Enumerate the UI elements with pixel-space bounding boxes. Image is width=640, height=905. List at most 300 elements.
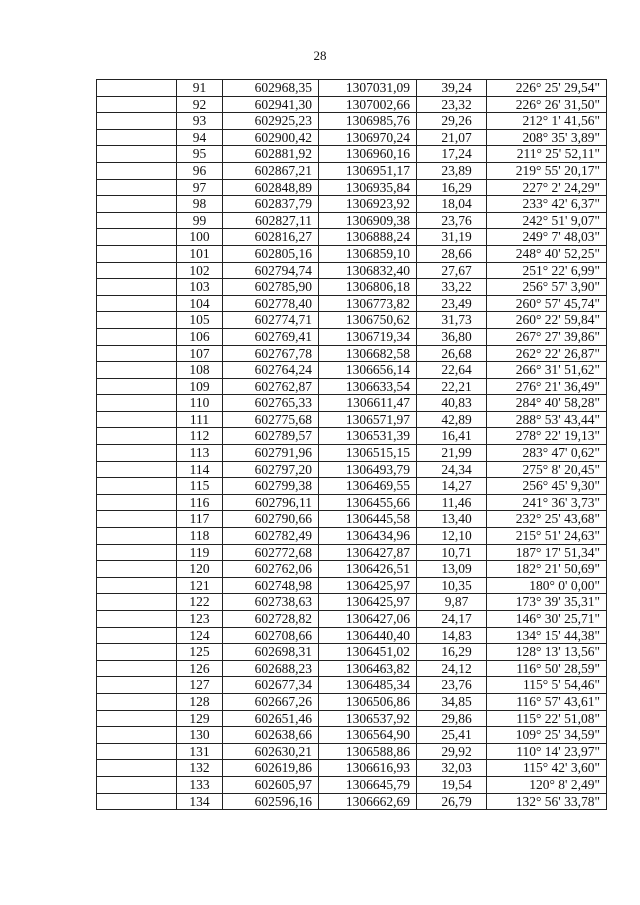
- distance-cell: 21,99: [417, 445, 487, 462]
- x-coordinate-cell: 602767,78: [223, 345, 319, 362]
- point-number-cell: 106: [177, 328, 223, 345]
- point-number-cell: 102: [177, 262, 223, 279]
- distance-cell: 29,26: [417, 113, 487, 130]
- blank-cell: [97, 378, 177, 395]
- table-row: [97, 461, 607, 478]
- blank-cell: [97, 229, 177, 246]
- distance-cell: 17,24: [417, 146, 487, 163]
- y-coordinate-cell: 1306773,82: [319, 295, 417, 312]
- table-row: [97, 577, 607, 594]
- point-number-cell: 126: [177, 660, 223, 677]
- blank-cell: [97, 80, 177, 97]
- distance-cell: 34,85: [417, 693, 487, 710]
- blank-cell: [97, 362, 177, 379]
- point-number-cell: 128: [177, 693, 223, 710]
- y-coordinate-cell: 1306564,90: [319, 727, 417, 744]
- point-number-cell: 129: [177, 710, 223, 727]
- table-row: [97, 229, 607, 246]
- blank-cell: [97, 162, 177, 179]
- y-coordinate-cell: 1306463,82: [319, 660, 417, 677]
- x-coordinate-cell: 602748,98: [223, 577, 319, 594]
- table-row: [97, 328, 607, 345]
- coordinates-table-body: [97, 80, 607, 810]
- x-coordinate-cell: 602775,68: [223, 411, 319, 428]
- table-row: [97, 113, 607, 130]
- y-coordinate-cell: 1306506,86: [319, 693, 417, 710]
- point-number-cell: 92: [177, 96, 223, 113]
- blank-cell: [97, 776, 177, 793]
- distance-cell: 27,67: [417, 262, 487, 279]
- table-row: [97, 478, 607, 495]
- y-coordinate-cell: 1306425,97: [319, 577, 417, 594]
- blank-cell: [97, 544, 177, 561]
- table-row: [97, 693, 607, 710]
- distance-cell: 42,89: [417, 411, 487, 428]
- bearing-cell: 249° 7' 48,03": [487, 229, 607, 246]
- page-number: 28: [313, 48, 327, 63]
- blank-cell: [97, 760, 177, 777]
- point-number-cell: 133: [177, 776, 223, 793]
- x-coordinate-cell: 602762,06: [223, 561, 319, 578]
- x-coordinate-cell: 602968,35: [223, 80, 319, 97]
- blank-cell: [97, 295, 177, 312]
- blank-cell: [97, 312, 177, 329]
- bearing-cell: 219° 55' 20,17": [487, 162, 607, 179]
- table-row: [97, 727, 607, 744]
- point-number-cell: 119: [177, 544, 223, 561]
- table-row: [97, 494, 607, 511]
- blank-cell: [97, 478, 177, 495]
- x-coordinate-cell: 602805,16: [223, 245, 319, 262]
- x-coordinate-cell: 602925,23: [223, 113, 319, 130]
- y-coordinate-cell: 1306970,24: [319, 129, 417, 146]
- x-coordinate-cell: 602698,31: [223, 644, 319, 661]
- distance-cell: 24,34: [417, 461, 487, 478]
- point-number-cell: 101: [177, 245, 223, 262]
- x-coordinate-cell: 602796,11: [223, 494, 319, 511]
- x-coordinate-cell: 602728,82: [223, 611, 319, 628]
- x-coordinate-cell: 602769,41: [223, 328, 319, 345]
- table-row: [97, 411, 607, 428]
- distance-cell: 40,83: [417, 395, 487, 412]
- blank-cell: [97, 660, 177, 677]
- distance-cell: 14,83: [417, 627, 487, 644]
- blank-cell: [97, 345, 177, 362]
- point-number-cell: 130: [177, 727, 223, 744]
- distance-cell: 23,32: [417, 96, 487, 113]
- point-number-cell: 105: [177, 312, 223, 329]
- distance-cell: 9,87: [417, 594, 487, 611]
- x-coordinate-cell: 602797,20: [223, 461, 319, 478]
- table-row: [97, 345, 607, 362]
- table-row: [97, 760, 607, 777]
- x-coordinate-cell: 602708,66: [223, 627, 319, 644]
- bearing-cell: 233° 42' 6,37": [487, 196, 607, 213]
- distance-cell: 22,21: [417, 378, 487, 395]
- distance-cell: 21,07: [417, 129, 487, 146]
- bearing-cell: 276° 21' 36,49": [487, 378, 607, 395]
- point-number-cell: 120: [177, 561, 223, 578]
- y-coordinate-cell: 1306951,17: [319, 162, 417, 179]
- bearing-cell: 288° 53' 43,44": [487, 411, 607, 428]
- distance-cell: 31,19: [417, 229, 487, 246]
- blank-cell: [97, 129, 177, 146]
- distance-cell: 22,64: [417, 362, 487, 379]
- blank-cell: [97, 561, 177, 578]
- bearing-cell: 227° 2' 24,29": [487, 179, 607, 196]
- distance-cell: 39,24: [417, 80, 487, 97]
- x-coordinate-cell: 602762,87: [223, 378, 319, 395]
- blank-cell: [97, 793, 177, 810]
- point-number-cell: 110: [177, 395, 223, 412]
- point-number-cell: 96: [177, 162, 223, 179]
- distance-cell: 18,04: [417, 196, 487, 213]
- x-coordinate-cell: 602765,33: [223, 395, 319, 412]
- table-row: [97, 212, 607, 229]
- point-number-cell: 95: [177, 146, 223, 163]
- bearing-cell: 215° 51' 24,63": [487, 528, 607, 545]
- table-row: [97, 245, 607, 262]
- blank-cell: [97, 445, 177, 462]
- bearing-cell: 132° 56' 33,78": [487, 793, 607, 810]
- x-coordinate-cell: 602790,66: [223, 511, 319, 528]
- x-coordinate-cell: 602774,71: [223, 312, 319, 329]
- point-number-cell: 93: [177, 113, 223, 130]
- bearing-cell: 226° 26' 31,50": [487, 96, 607, 113]
- point-number-cell: 91: [177, 80, 223, 97]
- point-number-cell: 117: [177, 511, 223, 528]
- blank-cell: [97, 727, 177, 744]
- bearing-cell: 251° 22' 6,99": [487, 262, 607, 279]
- bearing-cell: 260° 22' 59,84": [487, 312, 607, 329]
- point-number-cell: 107: [177, 345, 223, 362]
- blank-cell: [97, 279, 177, 296]
- y-coordinate-cell: 1306616,93: [319, 760, 417, 777]
- point-number-cell: 111: [177, 411, 223, 428]
- point-number-cell: 125: [177, 644, 223, 661]
- bearing-cell: 211° 25' 52,11": [487, 146, 607, 163]
- bearing-cell: 134° 15' 44,38": [487, 627, 607, 644]
- bearing-cell: 267° 27' 39,86": [487, 328, 607, 345]
- y-coordinate-cell: 1306469,55: [319, 478, 417, 495]
- coordinates-table: [96, 79, 607, 810]
- blank-cell: [97, 212, 177, 229]
- x-coordinate-cell: 602941,30: [223, 96, 319, 113]
- blank-cell: [97, 627, 177, 644]
- blank-cell: [97, 710, 177, 727]
- bearing-cell: 232° 25' 43,68": [487, 511, 607, 528]
- distance-cell: 12,10: [417, 528, 487, 545]
- table-row: [97, 295, 607, 312]
- bearing-cell: 248° 40' 52,25": [487, 245, 607, 262]
- y-coordinate-cell: 1306633,54: [319, 378, 417, 395]
- point-number-cell: 97: [177, 179, 223, 196]
- table-row: [97, 129, 607, 146]
- blank-cell: [97, 644, 177, 661]
- y-coordinate-cell: 1306611,47: [319, 395, 417, 412]
- table-row: [97, 793, 607, 810]
- x-coordinate-cell: 602799,38: [223, 478, 319, 495]
- x-coordinate-cell: 602881,92: [223, 146, 319, 163]
- bearing-cell: 146° 30' 25,71": [487, 611, 607, 628]
- blank-cell: [97, 743, 177, 760]
- point-number-cell: 124: [177, 627, 223, 644]
- x-coordinate-cell: 602688,23: [223, 660, 319, 677]
- y-coordinate-cell: 1306859,10: [319, 245, 417, 262]
- y-coordinate-cell: 1306888,24: [319, 229, 417, 246]
- x-coordinate-cell: 602630,21: [223, 743, 319, 760]
- distance-cell: 26,79: [417, 793, 487, 810]
- distance-cell: 33,22: [417, 279, 487, 296]
- bearing-cell: 115° 42' 3,60": [487, 760, 607, 777]
- bearing-cell: 180° 0' 0,00": [487, 577, 607, 594]
- table-row: [97, 162, 607, 179]
- distance-cell: 10,35: [417, 577, 487, 594]
- x-coordinate-cell: 602638,66: [223, 727, 319, 744]
- table-row: [97, 262, 607, 279]
- point-number-cell: 104: [177, 295, 223, 312]
- table-row: [97, 594, 607, 611]
- point-number-cell: 132: [177, 760, 223, 777]
- y-coordinate-cell: 1306537,92: [319, 710, 417, 727]
- bearing-cell: 173° 39' 35,31": [487, 594, 607, 611]
- distance-cell: 23,76: [417, 677, 487, 694]
- distance-cell: 16,29: [417, 179, 487, 196]
- y-coordinate-cell: 1306645,79: [319, 776, 417, 793]
- bearing-cell: 187° 17' 51,34": [487, 544, 607, 561]
- bearing-cell: 262° 22' 26,87": [487, 345, 607, 362]
- blank-cell: [97, 245, 177, 262]
- bearing-cell: 109° 25' 34,59": [487, 727, 607, 744]
- y-coordinate-cell: 1306427,06: [319, 611, 417, 628]
- table-row: [97, 677, 607, 694]
- x-coordinate-cell: 602764,24: [223, 362, 319, 379]
- y-coordinate-cell: 1306656,14: [319, 362, 417, 379]
- table-row: [97, 511, 607, 528]
- y-coordinate-cell: 1307031,09: [319, 80, 417, 97]
- y-coordinate-cell: 1306909,38: [319, 212, 417, 229]
- table-row: [97, 710, 607, 727]
- point-number-cell: 103: [177, 279, 223, 296]
- bearing-cell: 275° 8' 20,45": [487, 461, 607, 478]
- table-row: [97, 544, 607, 561]
- table-row: [97, 362, 607, 379]
- blank-cell: [97, 677, 177, 694]
- table-row: [97, 660, 607, 677]
- blank-cell: [97, 594, 177, 611]
- bearing-cell: 266° 31' 51,62": [487, 362, 607, 379]
- point-number-cell: 99: [177, 212, 223, 229]
- point-number-cell: 115: [177, 478, 223, 495]
- y-coordinate-cell: 1306985,76: [319, 113, 417, 130]
- y-coordinate-cell: 1306960,16: [319, 146, 417, 163]
- blank-cell: [97, 179, 177, 196]
- point-number-cell: 98: [177, 196, 223, 213]
- point-number-cell: 123: [177, 611, 223, 628]
- y-coordinate-cell: 1306571,97: [319, 411, 417, 428]
- y-coordinate-cell: 1306923,92: [319, 196, 417, 213]
- y-coordinate-cell: 1306750,62: [319, 312, 417, 329]
- distance-cell: 32,03: [417, 760, 487, 777]
- distance-cell: 36,80: [417, 328, 487, 345]
- y-coordinate-cell: 1306485,34: [319, 677, 417, 694]
- table-row: [97, 445, 607, 462]
- table-row: [97, 644, 607, 661]
- bearing-cell: 283° 47' 0,62": [487, 445, 607, 462]
- y-coordinate-cell: 1306434,96: [319, 528, 417, 545]
- bearing-cell: 116° 57' 43,61": [487, 693, 607, 710]
- point-number-cell: 122: [177, 594, 223, 611]
- blank-cell: [97, 577, 177, 594]
- bearing-cell: 115° 22' 51,08": [487, 710, 607, 727]
- bearing-cell: 260° 57' 45,74": [487, 295, 607, 312]
- table-row: [97, 528, 607, 545]
- x-coordinate-cell: 602619,86: [223, 760, 319, 777]
- bearing-cell: 212° 1' 41,56": [487, 113, 607, 130]
- x-coordinate-cell: 602596,16: [223, 793, 319, 810]
- table-row: [97, 312, 607, 329]
- distance-cell: 11,46: [417, 494, 487, 511]
- table-row: [97, 743, 607, 760]
- distance-cell: 16,41: [417, 428, 487, 445]
- distance-cell: 19,54: [417, 776, 487, 793]
- x-coordinate-cell: 602667,26: [223, 693, 319, 710]
- bearing-cell: 208° 35' 3,89": [487, 129, 607, 146]
- distance-cell: 13,09: [417, 561, 487, 578]
- blank-cell: [97, 113, 177, 130]
- table-row: [97, 395, 607, 412]
- point-number-cell: 113: [177, 445, 223, 462]
- x-coordinate-cell: 602605,97: [223, 776, 319, 793]
- table-row: [97, 428, 607, 445]
- table-row: [97, 611, 607, 628]
- table-row: [97, 146, 607, 163]
- distance-cell: 31,73: [417, 312, 487, 329]
- distance-cell: 24,17: [417, 611, 487, 628]
- distance-cell: 29,92: [417, 743, 487, 760]
- distance-cell: 10,71: [417, 544, 487, 561]
- bearing-cell: 242° 51' 9,07": [487, 212, 607, 229]
- blank-cell: [97, 262, 177, 279]
- y-coordinate-cell: 1306440,40: [319, 627, 417, 644]
- bearing-cell: 115° 5' 54,46": [487, 677, 607, 694]
- y-coordinate-cell: 1306455,66: [319, 494, 417, 511]
- point-number-cell: 118: [177, 528, 223, 545]
- table-row: [97, 627, 607, 644]
- x-coordinate-cell: 602900,42: [223, 129, 319, 146]
- x-coordinate-cell: 602791,96: [223, 445, 319, 462]
- distance-cell: 29,86: [417, 710, 487, 727]
- table-row: [97, 561, 607, 578]
- x-coordinate-cell: 602785,90: [223, 279, 319, 296]
- table-row: [97, 279, 607, 296]
- distance-cell: 24,12: [417, 660, 487, 677]
- table-row: [97, 96, 607, 113]
- bearing-cell: 284° 40' 58,28": [487, 395, 607, 412]
- x-coordinate-cell: 602816,27: [223, 229, 319, 246]
- distance-cell: 13,40: [417, 511, 487, 528]
- y-coordinate-cell: 1306451,02: [319, 644, 417, 661]
- blank-cell: [97, 494, 177, 511]
- distance-cell: 23,89: [417, 162, 487, 179]
- point-number-cell: 134: [177, 793, 223, 810]
- blank-cell: [97, 328, 177, 345]
- bearing-cell: 256° 57' 3,90": [487, 279, 607, 296]
- y-coordinate-cell: 1306719,34: [319, 328, 417, 345]
- blank-cell: [97, 395, 177, 412]
- table-row: [97, 179, 607, 196]
- y-coordinate-cell: 1306445,58: [319, 511, 417, 528]
- distance-cell: 23,76: [417, 212, 487, 229]
- bearing-cell: 241° 36' 3,73": [487, 494, 607, 511]
- blank-cell: [97, 428, 177, 445]
- point-number-cell: 127: [177, 677, 223, 694]
- x-coordinate-cell: 602677,34: [223, 677, 319, 694]
- point-number-cell: 108: [177, 362, 223, 379]
- point-number-cell: 100: [177, 229, 223, 246]
- distance-cell: 25,41: [417, 727, 487, 744]
- point-number-cell: 121: [177, 577, 223, 594]
- y-coordinate-cell: 1306935,84: [319, 179, 417, 196]
- bearing-cell: 256° 45' 9,30": [487, 478, 607, 495]
- point-number-cell: 114: [177, 461, 223, 478]
- blank-cell: [97, 528, 177, 545]
- blank-cell: [97, 693, 177, 710]
- x-coordinate-cell: 602867,21: [223, 162, 319, 179]
- table-row: [97, 776, 607, 793]
- x-coordinate-cell: 602772,68: [223, 544, 319, 561]
- x-coordinate-cell: 602778,40: [223, 295, 319, 312]
- table-row: [97, 378, 607, 395]
- table-row: [97, 80, 607, 97]
- point-number-cell: 131: [177, 743, 223, 760]
- y-coordinate-cell: 1306662,69: [319, 793, 417, 810]
- bearing-cell: 182° 21' 50,69": [487, 561, 607, 578]
- bearing-cell: 278° 22' 19,13": [487, 428, 607, 445]
- y-coordinate-cell: 1306427,87: [319, 544, 417, 561]
- y-coordinate-cell: 1307002,66: [319, 96, 417, 113]
- distance-cell: 28,66: [417, 245, 487, 262]
- x-coordinate-cell: 602827,11: [223, 212, 319, 229]
- blank-cell: [97, 611, 177, 628]
- point-number-cell: 116: [177, 494, 223, 511]
- distance-cell: 14,27: [417, 478, 487, 495]
- blank-cell: [97, 196, 177, 213]
- bearing-cell: 226° 25' 29,54": [487, 80, 607, 97]
- y-coordinate-cell: 1306588,86: [319, 743, 417, 760]
- blank-cell: [97, 511, 177, 528]
- point-number-cell: 109: [177, 378, 223, 395]
- blank-cell: [97, 461, 177, 478]
- distance-cell: 16,29: [417, 644, 487, 661]
- x-coordinate-cell: 602848,89: [223, 179, 319, 196]
- x-coordinate-cell: 602651,46: [223, 710, 319, 727]
- y-coordinate-cell: 1306832,40: [319, 262, 417, 279]
- y-coordinate-cell: 1306531,39: [319, 428, 417, 445]
- table-row: [97, 196, 607, 213]
- blank-cell: [97, 96, 177, 113]
- y-coordinate-cell: 1306682,58: [319, 345, 417, 362]
- y-coordinate-cell: 1306515,15: [319, 445, 417, 462]
- bearing-cell: 128° 13' 13,56": [487, 644, 607, 661]
- y-coordinate-cell: 1306806,18: [319, 279, 417, 296]
- bearing-cell: 116° 50' 28,59": [487, 660, 607, 677]
- x-coordinate-cell: 602782,49: [223, 528, 319, 545]
- distance-cell: 26,68: [417, 345, 487, 362]
- x-coordinate-cell: 602789,57: [223, 428, 319, 445]
- blank-cell: [97, 411, 177, 428]
- x-coordinate-cell: 602794,74: [223, 262, 319, 279]
